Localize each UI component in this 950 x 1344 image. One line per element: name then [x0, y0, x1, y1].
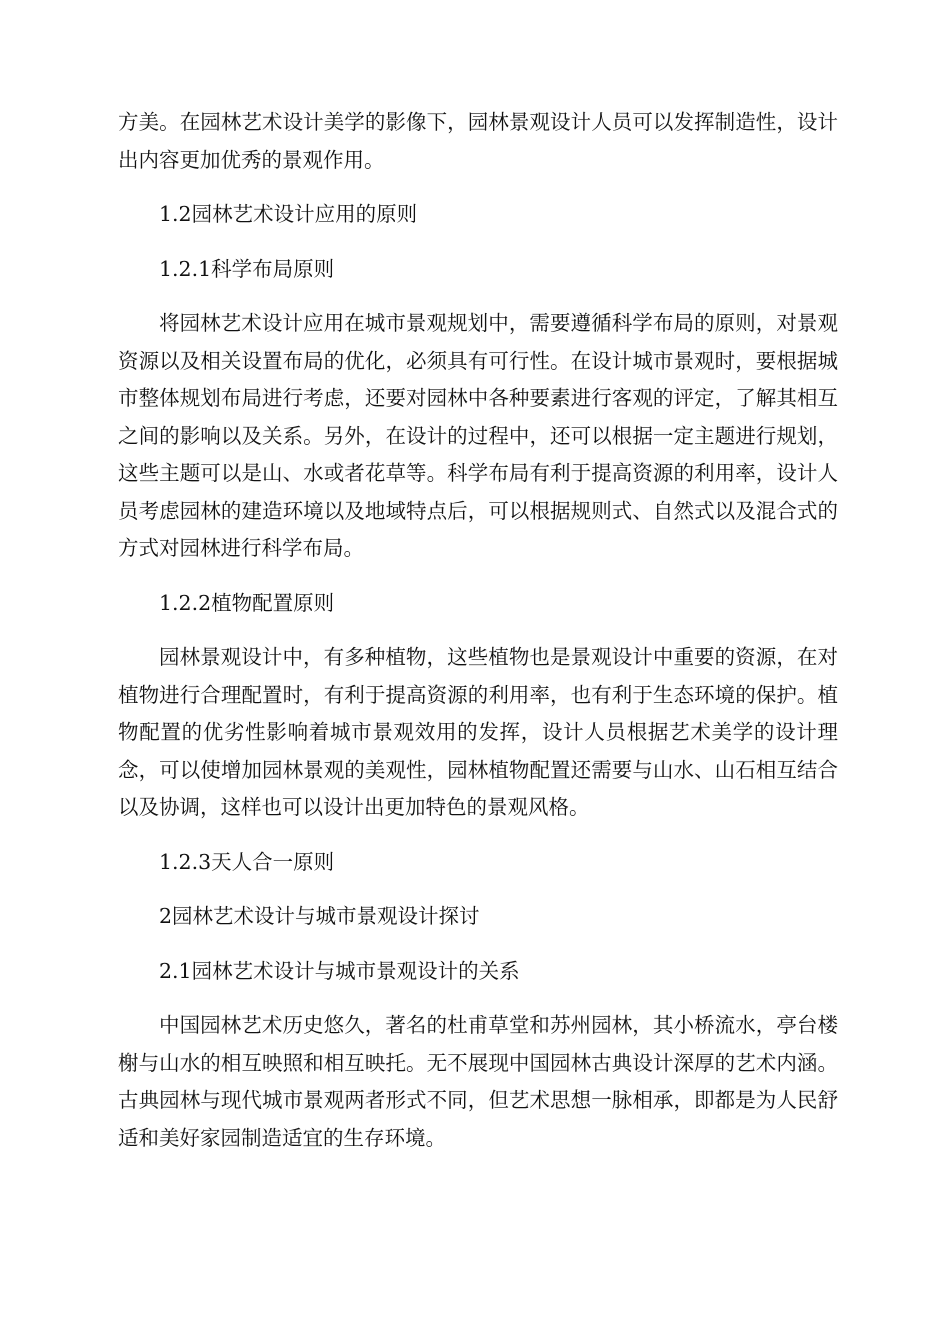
section-heading-2: 2园林艺术设计与城市景观设计探讨 — [159, 904, 480, 928]
section-heading-1-2: 1.2园林艺术设计应用的原则 — [159, 202, 418, 226]
section-heading-1-2-3: 1.2.3天人合一原则 — [159, 849, 335, 874]
document-page — [118, 104, 838, 1157]
section-heading-1-2-1: 1.2.1科学布局原则 — [159, 256, 335, 281]
paragraph-2-1: 中国园林艺术历史悠久，著名的杜甫草堂和苏州园林，其小桥流水，亭台楼榭与山水的相互映照和相互映托。无不展现中国园林古典设计深厚的艺术内涵。古典园林与现代城市景观两者形式不同，但艺术思想一脉相承，即都是为人民舒适和美好家园制造适宜的生存环境。 — [118, 1013, 838, 1150]
section-heading-1-2-2: 1.2.2植物配置原则 — [159, 590, 335, 615]
intro-paragraph: 方美。在园林艺术设计美学的影像下，园林景观设计人员可以发挥制造性，设计出内容更加优秀的景观作用。 — [118, 110, 838, 172]
paragraph-1-2-2: 园林景观设计中，有多种植物，这些植物也是景观设计中重要的资源，在对植物进行合理配置时，有利于提高资源的利用率，也有利于生态环境的保护。植物配置的优劣性影响着城市景观效用的发挥，设计人员根据艺术美学的设计理念，可以使增加园林景观的美观性，园林植物配置还需要与山水、山石相互结合以及协调，这样也可以设计出更加特色的景观风格。 — [118, 645, 838, 819]
paragraph-1-2-1: 将园林艺术设计应用在城市景观规划中，需要遵循科学布局的原则，对景观资源以及相关设置布局的优化，必须具有可行性。在设计城市景观时，要根据城市整体规划布局进行考虑，还要对园林中各种要素进行客观的评定，了解其相互之间的影响以及关系。另外，在设计的过程中，还可以根据一定主题进行规划，这些主题可以是山、水或者花草等。科学布局有利于提高资源的利用率，设计人员考虑园林的建造环境以及地域特点后，可以根据规则式、自然式以及混合式的方式对园林进行科学布局。 — [118, 311, 838, 560]
section-heading-2-1: 2.1园林艺术设计与城市景观设计的关系 — [159, 958, 520, 983]
